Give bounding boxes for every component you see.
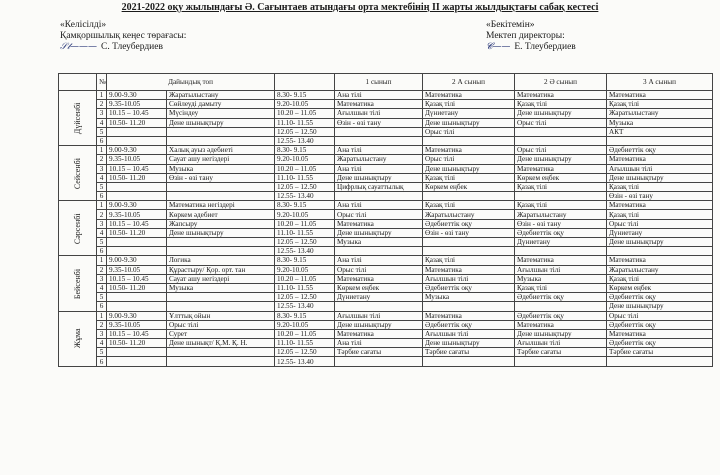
approved-block — [486, 20, 576, 53]
prep-time — [107, 182, 167, 191]
class-1-subject: Математика — [335, 274, 423, 283]
day-label: Жұма — [59, 311, 97, 366]
time: 12.05 – 12.50 — [275, 127, 335, 136]
table-row — [59, 109, 713, 118]
lesson-number: 2 — [97, 210, 107, 219]
table-row — [59, 210, 713, 219]
time: 10.20 – 11.05 — [275, 109, 335, 118]
prep-time: 9.00-9.30 — [107, 146, 167, 155]
time: 10.20 – 11.05 — [275, 219, 335, 228]
prep-time: 10.50- 11.20 — [107, 118, 167, 127]
prep-subject: Орыс тілі — [167, 320, 275, 329]
handwritten-signature: 𝓒—— — [486, 42, 511, 52]
class-2ae-subject — [515, 192, 607, 201]
class-3a-subject: АКТ — [607, 127, 713, 136]
header-class-3a: 3 А сынып — [607, 74, 713, 91]
prep-time: 9.00-9.30 — [107, 201, 167, 210]
prep-subject — [167, 238, 275, 247]
class-1-subject: Ана тілі — [335, 201, 423, 210]
class-1-subject: Математика — [335, 100, 423, 109]
class-2a-subject: Орыс тілі — [423, 155, 515, 164]
lesson-number: 4 — [97, 228, 107, 237]
class-2ae-subject — [515, 357, 607, 366]
class-2a-subject: Қазақ тілі — [423, 256, 515, 265]
lesson-number: 4 — [97, 283, 107, 292]
class-2ae-subject: Қазақ тілі — [515, 182, 607, 191]
class-3a-subject: Музыка — [607, 118, 713, 127]
class-2ae-subject: Дүниетану — [515, 238, 607, 247]
lesson-number: 4 — [97, 173, 107, 182]
class-2a-subject: Әдебиеттік оқу — [423, 320, 515, 329]
header-class-2a: 2 А сынып — [423, 74, 515, 91]
class-2ae-subject: Әдебиеттік оқу — [515, 311, 607, 320]
table-row — [59, 329, 713, 338]
day-label: Сейсенбі — [59, 146, 97, 201]
lesson-number: 1 — [97, 146, 107, 155]
agreed-name: С. Тлеубердиев — [101, 42, 163, 52]
prep-subject — [167, 357, 275, 366]
class-1-subject: Математика — [335, 219, 423, 228]
lesson-number: 6 — [97, 302, 107, 311]
lesson-number: 5 — [97, 238, 107, 247]
lesson-number: 1 — [97, 91, 107, 100]
class-1-subject: Ана тілі — [335, 91, 423, 100]
time: 9.20-10.05 — [275, 155, 335, 164]
class-2a-subject: Қазақ тілі — [423, 173, 515, 182]
class-1-subject: Орыс тілі — [335, 210, 423, 219]
table-row — [59, 173, 713, 182]
class-1-subject: Көркем еңбек — [335, 283, 423, 292]
class-3a-subject: Дене шынықтыру — [607, 238, 713, 247]
class-2a-subject — [423, 192, 515, 201]
class-2a-subject: Математика — [423, 146, 515, 155]
table-row — [59, 256, 713, 265]
class-3a-subject: Математика — [607, 329, 713, 338]
lesson-number: 5 — [97, 293, 107, 302]
class-2ae-subject: Қазақ тілі — [515, 283, 607, 292]
class-3a-subject: Дене шынықтыру — [607, 173, 713, 182]
prep-subject: Ұлттық ойын — [167, 311, 275, 320]
lesson-number: 3 — [97, 219, 107, 228]
prep-subject: Дене шынықтыру — [167, 228, 275, 237]
day-label: Бейсенбі — [59, 256, 97, 311]
prep-subject: Жапсыру — [167, 219, 275, 228]
class-3a-subject: Математика — [607, 91, 713, 100]
table-row — [59, 100, 713, 109]
lesson-number: 3 — [97, 109, 107, 118]
time: 12.55- 13.40 — [275, 302, 335, 311]
class-2a-subject: Математика — [423, 91, 515, 100]
prep-subject — [167, 247, 275, 256]
table-row — [59, 91, 713, 100]
class-3a-subject: Әдебиеттік оқу — [607, 146, 713, 155]
time: 10.20 – 11.05 — [275, 329, 335, 338]
lesson-number: 3 — [97, 274, 107, 283]
prep-subject: Сауат ашу негіздері — [167, 274, 275, 283]
table-row — [59, 146, 713, 155]
time: 8.30- 9.15 — [275, 91, 335, 100]
prep-time: 10.50- 11.20 — [107, 173, 167, 182]
class-1-subject: Тәрбие сағаты — [335, 348, 423, 357]
class-3a-subject — [607, 357, 713, 366]
class-2ae-subject: Көркем еңбек — [515, 173, 607, 182]
lesson-number: 4 — [97, 339, 107, 348]
prep-time: 9.35-10.05 — [107, 100, 167, 109]
prep-time — [107, 238, 167, 247]
lesson-number: 1 — [97, 311, 107, 320]
time: 8.30- 9.15 — [275, 201, 335, 210]
prep-subject — [167, 192, 275, 201]
class-2ae-subject — [515, 136, 607, 145]
prep-subject: Сурет — [167, 329, 275, 338]
time: 9.20-10.05 — [275, 320, 335, 329]
document-title: 2021-2022 оқу жылындағы Ә. Сағынтаев атындағы орта мектебінің II жарты жылдықтағы сабақ кестесі — [121, 2, 599, 13]
class-3a-subject: Қазақ тілі — [607, 274, 713, 283]
class-1-subject: Ана тілі — [335, 146, 423, 155]
header-class-1: 1 сынып — [335, 74, 423, 91]
prep-subject: Жаратылыстану — [167, 91, 275, 100]
prep-time — [107, 127, 167, 136]
prep-time: 10.15 – 10.45 — [107, 219, 167, 228]
lesson-number: 3 — [97, 329, 107, 338]
class-2ae-subject: Орыс тілі — [515, 118, 607, 127]
lesson-number: 3 — [97, 164, 107, 173]
class-1-subject: Орыс тілі — [335, 265, 423, 274]
table-row — [59, 182, 713, 191]
prep-subject: Дене шынықт/ Қ.М. Қ. Н. — [167, 339, 275, 348]
time: 12.05 – 12.50 — [275, 348, 335, 357]
prep-time — [107, 357, 167, 366]
class-2ae-subject — [515, 247, 607, 256]
prep-time: 9.35-10.05 — [107, 265, 167, 274]
table-row — [59, 311, 713, 320]
prep-time: 10.15 – 10.45 — [107, 109, 167, 118]
table-row — [59, 228, 713, 237]
lesson-number: 6 — [97, 136, 107, 145]
prep-subject — [167, 293, 275, 302]
class-1-subject — [335, 357, 423, 366]
class-3a-subject — [607, 136, 713, 145]
approved-label: «Бекітемін» — [486, 20, 535, 30]
prep-time: 10.15 – 10.45 — [107, 164, 167, 173]
class-1-subject: Ана тілі — [335, 339, 423, 348]
table-row — [59, 201, 713, 210]
class-2a-subject: Музыка — [423, 293, 515, 302]
agreed-block — [60, 20, 186, 53]
class-2ae-subject: Математика — [515, 256, 607, 265]
lesson-number: 5 — [97, 127, 107, 136]
prep-time: 9.35-10.05 — [107, 155, 167, 164]
class-1-subject: Дене шынықтыру — [335, 320, 423, 329]
class-2a-subject: Орыс тілі — [423, 127, 515, 136]
class-2ae-subject: Музыка — [515, 274, 607, 283]
class-2a-subject: Қазақ тілі — [423, 100, 515, 109]
table-row — [59, 118, 713, 127]
time: 11.10- 11.55 — [275, 173, 335, 182]
prep-time: 9.00-9.30 — [107, 91, 167, 100]
prep-time: 10.50- 11.20 — [107, 283, 167, 292]
class-1-subject — [335, 302, 423, 311]
class-2ae-subject: Жаратылыстану — [515, 210, 607, 219]
class-1-subject: Музыка — [335, 238, 423, 247]
time: 11.10- 11.55 — [275, 339, 335, 348]
class-3a-subject: Орыс тілі — [607, 311, 713, 320]
class-2a-subject — [423, 238, 515, 247]
prep-subject — [167, 348, 275, 357]
class-3a-subject: Дене шынықтыру — [607, 302, 713, 311]
class-3a-subject: Әдебиеттік оқу — [607, 320, 713, 329]
class-2ae-subject: Дене шынықтыру — [515, 109, 607, 118]
prep-subject: Дене шынықтыру — [167, 118, 275, 127]
prep-subject: Сауат ашу негіздері — [167, 155, 275, 164]
class-1-subject: Математика — [335, 329, 423, 338]
prep-subject — [167, 302, 275, 311]
class-1-subject: Өзін - өзі тану — [335, 118, 423, 127]
class-2a-subject — [423, 302, 515, 311]
time: 12.55- 13.40 — [275, 357, 335, 366]
header-class-2ae: 2 Ә сынып — [515, 74, 607, 91]
class-3a-subject: Қазақ тілі — [607, 210, 713, 219]
table-row — [59, 164, 713, 173]
class-2ae-subject — [515, 302, 607, 311]
class-2a-subject: Әдебиеттік оқу — [423, 283, 515, 292]
table-row — [59, 348, 713, 357]
table-row — [59, 136, 713, 145]
class-2a-subject: Өзін - өзі тану — [423, 228, 515, 237]
class-1-subject: Ағылшын тілі — [335, 109, 423, 118]
class-2ae-subject: Тәрбие сағаты — [515, 348, 607, 357]
time: 11.10- 11.55 — [275, 283, 335, 292]
time: 11.10- 11.55 — [275, 118, 335, 127]
class-3a-subject: Жаратылыстану — [607, 265, 713, 274]
class-1-subject: Дене шынықтыру — [335, 173, 423, 182]
class-3a-subject: Математика — [607, 256, 713, 265]
class-2ae-subject: Дене шынықтыру — [515, 329, 607, 338]
class-3a-subject: Көркем еңбек — [607, 283, 713, 292]
header-number: № — [97, 74, 107, 91]
class-3a-subject: Әдебиеттік оқу — [607, 339, 713, 348]
class-3a-subject: Қазақ тілі — [607, 100, 713, 109]
prep-time: 10.15 – 10.45 — [107, 329, 167, 338]
table-row — [59, 219, 713, 228]
class-1-subject — [335, 127, 423, 136]
class-2ae-subject: Ағылшын тілі — [515, 265, 607, 274]
prep-time — [107, 247, 167, 256]
class-1-subject: Ана тілі — [335, 164, 423, 173]
table-header-row — [59, 74, 713, 91]
prep-subject: Мүсіндеу — [167, 109, 275, 118]
class-1-subject: Ағылшын тілі — [335, 311, 423, 320]
class-3a-subject — [607, 247, 713, 256]
lesson-number: 4 — [97, 118, 107, 127]
class-2a-subject: Көркем еңбек — [423, 182, 515, 191]
class-1-subject: Дене шынықтыру — [335, 228, 423, 237]
day-label: Дүйсенбі — [59, 91, 97, 146]
lesson-number: 2 — [97, 155, 107, 164]
class-3a-subject: Орыс тілі — [607, 219, 713, 228]
table-row — [59, 192, 713, 201]
prep-time — [107, 302, 167, 311]
class-2a-subject: Дене шынықтыру — [423, 339, 515, 348]
class-3a-subject: Жаратылыстану — [607, 109, 713, 118]
class-2a-subject: Тәрбие сағаты — [423, 348, 515, 357]
class-1-subject: Дүниетану — [335, 293, 423, 302]
time: 8.30- 9.15 — [275, 146, 335, 155]
lesson-number: 2 — [97, 100, 107, 109]
class-2a-subject: Жаратылыстану — [423, 210, 515, 219]
class-2ae-subject: Математика — [515, 91, 607, 100]
class-2a-subject: Әдебиеттік оқу — [423, 219, 515, 228]
prep-subject: Халық ауыз әдебиеті — [167, 146, 275, 155]
prep-time: 9.00-9.30 — [107, 311, 167, 320]
prep-subject: Математика негіздері — [167, 201, 275, 210]
time: 10.20 – 11.05 — [275, 164, 335, 173]
prep-subject — [167, 182, 275, 191]
class-3a-subject: Өзін - өзі тану — [607, 192, 713, 201]
table-row — [59, 238, 713, 247]
prep-time — [107, 192, 167, 201]
lesson-number: 2 — [97, 320, 107, 329]
header-prep-group: Дайындық топ — [107, 74, 275, 91]
time: 11.10- 11.55 — [275, 228, 335, 237]
table-row — [59, 320, 713, 329]
prep-subject: Көркем әдебиет — [167, 210, 275, 219]
prep-time: 10.50- 11.20 — [107, 228, 167, 237]
class-3a-subject: Ағылшын тілі — [607, 164, 713, 173]
time: 9.20-10.05 — [275, 265, 335, 274]
time: 9.20-10.05 — [275, 210, 335, 219]
time: 12.05 – 12.50 — [275, 182, 335, 191]
class-2a-subject — [423, 136, 515, 145]
table-row — [59, 283, 713, 292]
agreed-role: Қамқоршылық кеңес төрағасы: — [60, 31, 187, 41]
time: 9.20-10.05 — [275, 100, 335, 109]
agreed-signature-line — [60, 42, 186, 53]
class-1-subject — [335, 247, 423, 256]
class-2ae-subject: Математика — [515, 320, 607, 329]
class-2a-subject: Математика — [423, 265, 515, 274]
class-2a-subject: Математика — [423, 311, 515, 320]
class-2a-subject: Дене шынықтыру — [423, 118, 515, 127]
class-2a-subject: Дене шынықтыру — [423, 164, 515, 173]
lesson-number: 6 — [97, 357, 107, 366]
header-time — [275, 74, 335, 91]
prep-time — [107, 136, 167, 145]
time: 12.55- 13.40 — [275, 192, 335, 201]
table-row — [59, 339, 713, 348]
lesson-number: 1 — [97, 256, 107, 265]
prep-subject — [167, 127, 275, 136]
class-2ae-subject: Қазақ тілі — [515, 100, 607, 109]
approved-role: Мектеп директоры: — [486, 31, 565, 41]
time: 12.05 – 12.50 — [275, 238, 335, 247]
table-row — [59, 247, 713, 256]
class-2a-subject: Дүниетану — [423, 109, 515, 118]
class-1-subject: Жаратылыстану — [335, 155, 423, 164]
prep-subject: Сөйлеуді дамыту — [167, 100, 275, 109]
prep-time — [107, 348, 167, 357]
class-3a-subject: Тәрбие сағаты — [607, 348, 713, 357]
time: 12.55- 13.40 — [275, 136, 335, 145]
class-2ae-subject: Әдебиеттік оқу — [515, 228, 607, 237]
table-row — [59, 155, 713, 164]
class-2a-subject: Ағылшын тілі — [423, 274, 515, 283]
prep-subject: Құрастыру/ Қор. орт. тан — [167, 265, 275, 274]
schedule-table — [58, 73, 713, 367]
approved-signature-line — [486, 42, 576, 53]
prep-subject: Музыка — [167, 164, 275, 173]
class-2a-subject — [423, 357, 515, 366]
day-label: Сәрсенбі — [59, 201, 97, 256]
lesson-number: 2 — [97, 265, 107, 274]
class-2ae-subject: Өзін - өзі тану — [515, 219, 607, 228]
prep-subject — [167, 136, 275, 145]
time: 8.30- 9.15 — [275, 311, 335, 320]
class-3a-subject: Әдебиеттік оқу — [607, 293, 713, 302]
time: 8.30- 9.15 — [275, 256, 335, 265]
prep-subject: Логика — [167, 256, 275, 265]
lesson-number: 6 — [97, 192, 107, 201]
class-2ae-subject: Орыс тілі — [515, 146, 607, 155]
handwritten-signature: 𝒮𝓉——— — [60, 42, 98, 52]
table-row — [59, 265, 713, 274]
class-2ae-subject: Математика — [515, 164, 607, 173]
prep-time: 9.35-10.05 — [107, 210, 167, 219]
time: 12.05 – 12.50 — [275, 293, 335, 302]
prep-time: 10.50- 11.20 — [107, 339, 167, 348]
class-2a-subject — [423, 247, 515, 256]
class-3a-subject: Математика — [607, 155, 713, 164]
prep-time — [107, 293, 167, 302]
prep-time: 10.15 – 10.45 — [107, 274, 167, 283]
class-2ae-subject: Ағылшын тілі — [515, 339, 607, 348]
lesson-number: 6 — [97, 247, 107, 256]
prep-subject: Музыка — [167, 283, 275, 292]
table-row — [59, 293, 713, 302]
prep-time: 9.35-10.05 — [107, 320, 167, 329]
class-2ae-subject — [515, 127, 607, 136]
table-row — [59, 127, 713, 136]
prep-subject: Өзін - өзі тану — [167, 173, 275, 182]
class-3a-subject: Дүниетану — [607, 228, 713, 237]
class-2a-subject: Ағылшын тілі — [423, 329, 515, 338]
approved-name: Е. Тлеубердиев — [514, 42, 576, 52]
class-2ae-subject: Әдебиеттік оқу — [515, 293, 607, 302]
class-2ae-subject: Қазақ тілі — [515, 201, 607, 210]
class-3a-subject: Қазақ тілі — [607, 182, 713, 191]
class-3a-subject: Математика — [607, 201, 713, 210]
class-1-subject — [335, 192, 423, 201]
class-1-subject: Цифрлық сауаттылық — [335, 182, 423, 191]
agreed-label: «Келісілді» — [60, 20, 107, 30]
table-row — [59, 302, 713, 311]
prep-time: 9.00-9.30 — [107, 256, 167, 265]
lesson-number: 5 — [97, 182, 107, 191]
class-2ae-subject: Дене шынықтыру — [515, 155, 607, 164]
time: 12.55- 13.40 — [275, 247, 335, 256]
class-2a-subject: Қазақ тілі — [423, 201, 515, 210]
table-row — [59, 274, 713, 283]
lesson-number: 1 — [97, 201, 107, 210]
header-day — [59, 74, 97, 91]
lesson-number: 5 — [97, 348, 107, 357]
table-row — [59, 357, 713, 366]
time: 10.20 – 11.05 — [275, 274, 335, 283]
class-1-subject — [335, 136, 423, 145]
class-1-subject: Ана тілі — [335, 256, 423, 265]
